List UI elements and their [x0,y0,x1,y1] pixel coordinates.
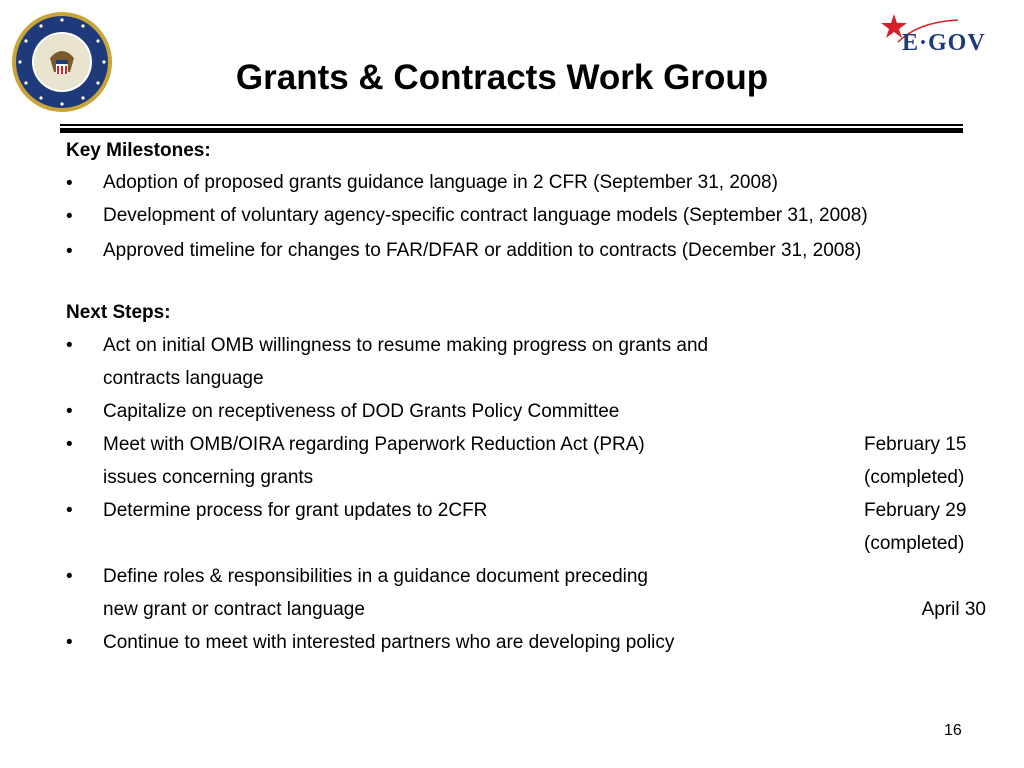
step-text: Meet with OMB/OIRA regarding Paperwork Reduction Act (PRA) [103,434,645,455]
page-number: 16 [944,722,962,739]
step-status: (completed) [864,533,965,554]
milestone-text: Development of voluntary agency-specific contract language models (September 31, 2008) [103,205,868,226]
milestone-item [66,235,986,270]
key-milestones-heading: Key Milestones: [66,140,211,161]
step-text-continued: new grant or contract language [103,599,365,620]
bullet-marker: • [66,434,73,455]
next-steps-heading: Next Steps: [66,302,171,323]
milestone-text: Approved timeline for changes to FAR/DFAR or addition to contracts (December 31, 2008) [103,240,862,261]
next-step-item [66,428,986,461]
step-text-continued: contracts language [103,368,264,389]
egov-logo-text: E·GOV [902,30,986,56]
bullet-marker: • [66,401,73,422]
step-text: Define roles & responsibilities in a guidance document preceding [103,566,648,587]
step-text: Determine process for grant updates to 2CFR [103,500,488,521]
step-date: April 30 [921,599,986,620]
step-date: February 29 [864,500,967,521]
step-status: (completed) [864,467,965,488]
next-step-item [66,626,986,659]
step-text-continued: issues concerning grants [103,467,314,488]
title-rule-thin [60,124,963,126]
bullet-marker: • [66,173,73,194]
milestone-item [66,200,986,235]
bullet-marker: • [66,632,73,653]
step-text: Continue to meet with interested partners who are developing policy [103,632,675,653]
step-date: February 15 [864,434,967,455]
step-text: Capitalize on receptiveness of DOD Grants Policy Committee [103,401,620,422]
bullet-marker: • [66,500,73,521]
next-step-item [66,395,986,428]
next-step-item [66,329,986,362]
step-text: Act on initial OMB willingness to resume making progress on grants and [103,335,709,356]
page-title: Grants & Contracts Work Group [235,58,769,97]
bullet-marker: • [66,566,73,587]
next-step-item [66,494,986,527]
milestone-item [66,167,986,200]
next-step-item [66,560,986,593]
bullet-marker: • [66,241,73,262]
bullet-marker: • [66,206,73,227]
bullet-marker: • [66,335,73,356]
title-rule-thick [60,128,963,133]
milestone-text: Adoption of proposed grants guidance language in 2 CFR (September 31, 2008) [103,172,778,193]
slide-content [66,134,986,659]
